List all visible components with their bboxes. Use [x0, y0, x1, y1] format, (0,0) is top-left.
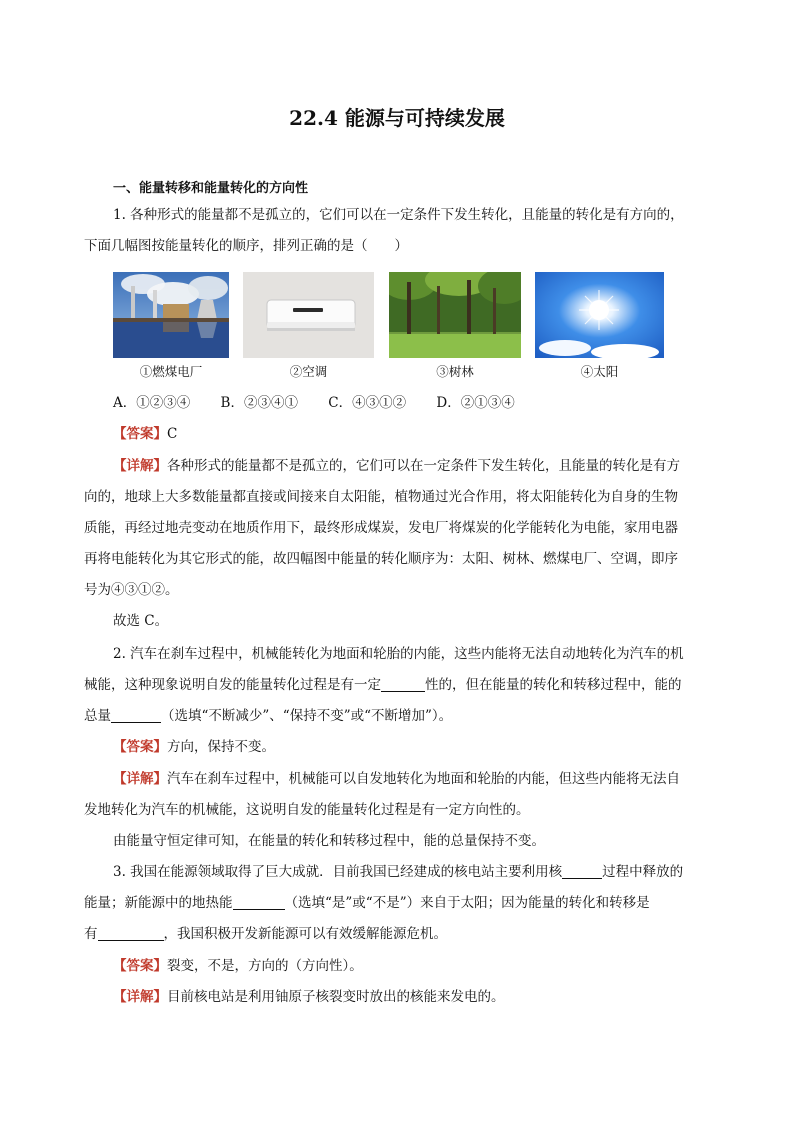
detail-tag: 【详解】 [113, 771, 167, 787]
q2-text: 性的，但在能量的转化和转移过程中，能的 [425, 677, 682, 693]
page-title: 22.4 能源与可持续发展 [289, 106, 505, 130]
detail-tag: 【详解】 [113, 458, 167, 474]
q1-detail-line4: 再将电能转化为其它形式的能，故四幅图中能量的转化顺序为：太阳、树林、燃煤电厂、空调，即序 [84, 551, 678, 567]
sun-photo [535, 272, 664, 358]
detail-text: 各种形式的能量都不是孤立的，它们可以在一定条件下发生转化，且能量的转化是有方 [167, 458, 680, 474]
q1-answer [113, 419, 177, 450]
q2-detail-line3: 由能量守恒定律可知，在能量的转化和转移过程中，能的总量保持不变。 [113, 833, 545, 849]
fill-blank[interactable] [98, 924, 164, 941]
q3-text: 过程中释放的 [602, 864, 684, 880]
q3-answer [113, 951, 363, 982]
q2-text: 总量 [84, 708, 111, 724]
q2-detail-line2: 发地转化为汽车的机械能，这说明自发的能量转化过程是有一定方向性的。 [84, 802, 530, 818]
answer-text: 裂变，不是，方向的（方向性）。 [167, 958, 363, 974]
image-caption: ②空调 [289, 364, 328, 379]
q1-text-line1: 1. 各种形式的能量都不是孤立的，它们可以在一定条件下发生转化，且能量的转化是有方向的， [113, 207, 684, 223]
q2-text-line3 [84, 701, 452, 732]
q2-text-line2 [84, 670, 682, 701]
q2-text: 械能，这种现象说明自发的能量转化过程是有一定 [84, 677, 381, 693]
option-a: A．①②③④ [113, 395, 191, 411]
power-plant-photo [113, 272, 229, 358]
q3-text: ，我国积极开发新能源可以有效缓解能源危机。 [163, 926, 447, 942]
q1-detail-line1 [113, 451, 680, 482]
q1-text-line2: 下面几幅图按能量转化的顺序，排列正确的是（ ） [84, 238, 408, 254]
q1-detail-line5: 号为④③①②。 [84, 582, 179, 598]
q1-detail-line2: 向的，地球上大多数能量都直接或间接来自太阳能，植物通过光合作用，将太阳能转化为自身的生物 [84, 489, 678, 505]
q2-detail-line1 [113, 764, 680, 795]
detail-text: 汽车在刹车过程中，机械能可以自发地转化为地面和轮胎的内能，但这些内能将无法自 [167, 771, 680, 787]
q2-answer [113, 732, 275, 763]
answer-options [113, 388, 541, 418]
q2-text-line1: 2. 汽车在刹车过程中，机械能转化为地面和轮胎的内能，这些内能将无法自动地转化为汽车的机 [113, 646, 684, 662]
detail-tag: 【详解】 [113, 989, 167, 1005]
image-caption: ①燃煤电厂 [139, 364, 203, 379]
option-c: C．④③①② [328, 395, 407, 411]
answer-tag: 【答案】 [113, 958, 167, 974]
q3-detail-line1 [113, 982, 505, 1013]
image-caption: ③树林 [436, 364, 474, 379]
detail-text: 目前核电站是利用铀原子核裂变时放出的核能来发电的。 [167, 989, 505, 1005]
fill-blank[interactable] [381, 675, 425, 692]
fill-blank[interactable] [233, 893, 285, 910]
q3-text: （选填“是”或“不是”）来自于太阳；因为能量的转化和转移是 [284, 895, 650, 911]
q3-text-line2 [84, 888, 650, 919]
fill-blank[interactable] [111, 706, 161, 723]
image-caption: ④太阳 [580, 364, 619, 379]
q1-conclusion: 故选 C。 [113, 613, 169, 629]
q2-text: （选填“不断减少”、“保持不变”或“不断增加”）。 [161, 708, 453, 724]
answer-text: C [167, 426, 178, 442]
option-b: B．②③④① [220, 395, 298, 411]
q3-text: 有 [84, 926, 98, 942]
answer-tag: 【答案】 [113, 426, 167, 442]
forest-photo [389, 272, 521, 358]
section-heading: 一、能量转移和能量转化的方向性 [113, 181, 309, 196]
answer-text: 方向，保持不变。 [167, 739, 275, 755]
q3-text: 能量；新能源中的地热能 [84, 895, 233, 911]
q3-text-line1 [113, 857, 683, 888]
fill-blank[interactable] [562, 862, 602, 879]
q1-detail-line3: 质能，再经过地壳变动在地质作用下，最终形成煤炭，发电厂将煤炭的化学能转化为电能，家用电器 [84, 520, 678, 536]
option-d: D．②①③④ [436, 395, 515, 411]
air-conditioner-photo [243, 272, 374, 358]
q3-text: 3. 我国在能源领域取得了巨大成就．目前我国已经建成的核电站主要利用核 [113, 864, 563, 880]
answer-tag: 【答案】 [113, 739, 167, 755]
q3-text-line3 [84, 919, 447, 950]
